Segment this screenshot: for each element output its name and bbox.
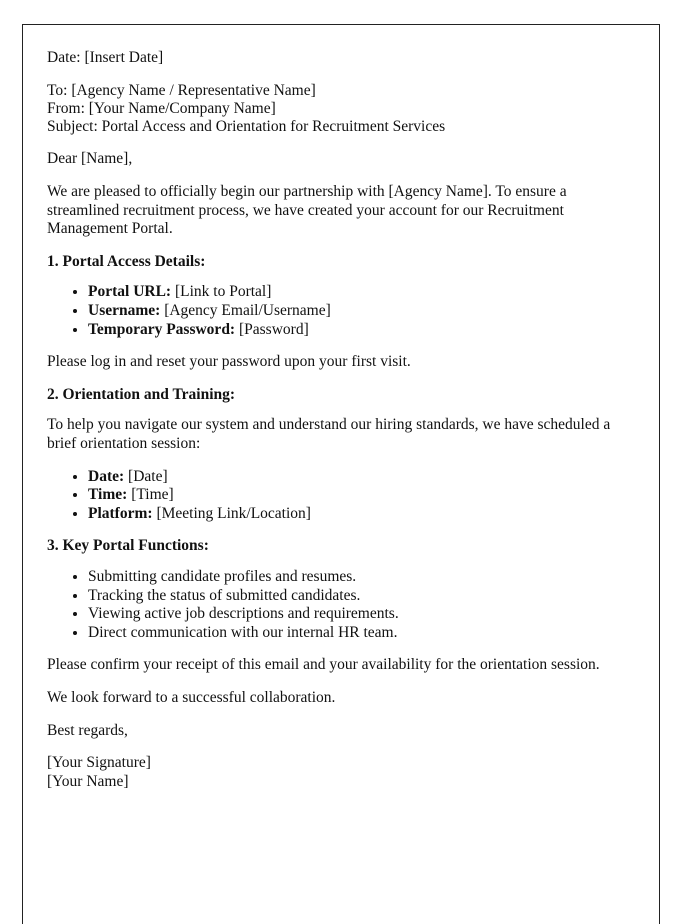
date-line: Date: [Insert Date] [47, 49, 164, 66]
orientation-date-label: Date: [88, 467, 125, 485]
from-line: From: [Your Name/Company Name] [47, 99, 276, 117]
list-item: • Submitting candidate profiles and resumes. [88, 568, 633, 587]
document-page-clip [23, 25, 659, 804]
orientation-intro: To help you navigate our system and understand our hiring standards, we have scheduled a brief orientation session: [47, 416, 611, 453]
list-item: • Viewing active job descriptions and requirements. [88, 605, 633, 624]
document-body [23, 25, 659, 791]
signature-placeholder: [Your Signature] [47, 754, 151, 772]
salutation: Dear [Name], [47, 150, 133, 168]
look-forward-paragraph: We look forward to a successful collaboration. [47, 688, 336, 706]
key-functions-list [47, 568, 633, 642]
list-item [88, 321, 633, 340]
subject-line: Subject: Portal Access and Orientation for Recruitment Services [47, 118, 446, 136]
section-3-heading: 3. Key Portal Functions: [47, 537, 209, 555]
orientation-details-list [47, 468, 633, 524]
name-placeholder: [Your Name] [47, 772, 129, 790]
temporary-password-label: Temporary Password: [88, 320, 236, 338]
signature-block [47, 754, 633, 791]
confirm-receipt-paragraph: Please confirm your receipt of this email and your availability for the orientation session. [47, 656, 600, 674]
portal-url-value: [Link to Portal] [174, 283, 272, 301]
section-1-heading: 1. Portal Access Details: [47, 252, 206, 270]
portal-access-list [47, 283, 633, 339]
portal-url-label: Portal URL: [88, 283, 172, 301]
orientation-time-value: [Time] [131, 486, 174, 504]
username-value: [Agency Email/Username] [164, 302, 331, 320]
username-label: Username: [88, 302, 161, 320]
orientation-platform-label: Platform: [88, 504, 153, 522]
orientation-time-label: Time: [88, 486, 128, 504]
orientation-date-value: [Date] [128, 467, 168, 485]
list-item [88, 302, 633, 321]
list-item [88, 468, 633, 487]
intro-paragraph: We are pleased to officially begin our partnership with [Agency Name]. To ensure a streamlined recruitment process, we have created your account for our Recruitment Management Portal. [47, 183, 567, 238]
list-item: • Direct communication with our internal HR team. [88, 624, 633, 643]
to-line: To: [Agency Name / Representative Name] [47, 81, 316, 99]
letter-header-block [47, 82, 633, 137]
list-item [88, 283, 633, 302]
password-reset-note: Please log in and reset your password upon your first visit. [47, 353, 411, 371]
document-page [22, 24, 660, 924]
section-2-heading: 2. Orientation and Training: [47, 385, 236, 403]
list-item [88, 486, 633, 505]
list-item: • Tracking the status of submitted candidates. [88, 587, 633, 606]
sign-off: Best regards, [47, 721, 128, 739]
list-item [88, 505, 633, 524]
orientation-platform-value: [Meeting Link/Location] [156, 504, 311, 522]
temporary-password-value: [Password] [238, 320, 309, 338]
